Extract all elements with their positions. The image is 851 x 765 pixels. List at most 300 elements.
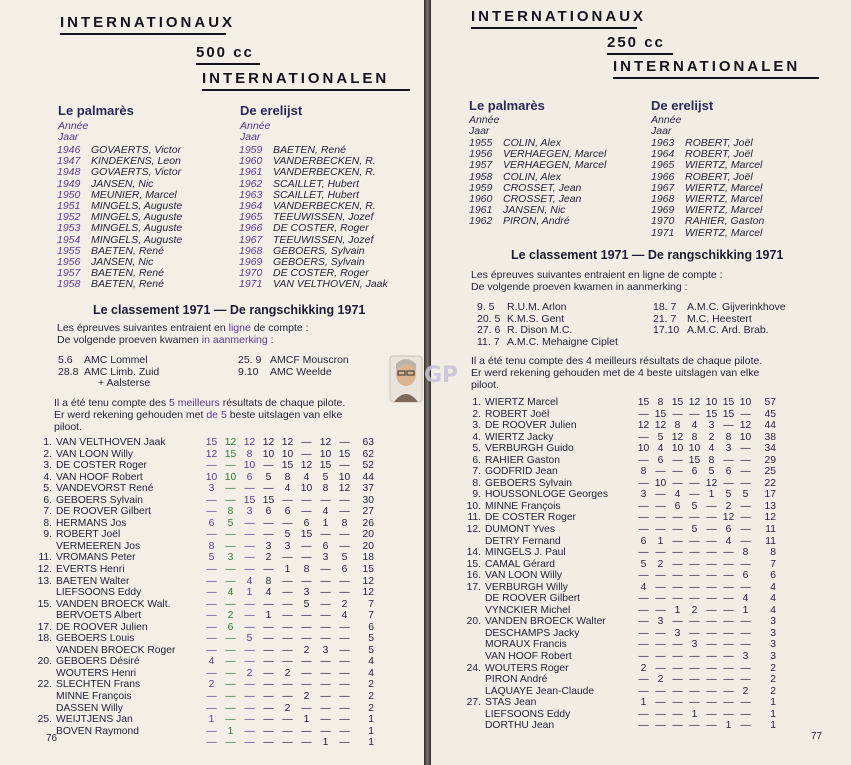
round-score: 4 [322,506,329,518]
events-list [477,302,618,348]
round-score: — [740,500,751,512]
round-score: 1 [303,714,310,726]
round-score: 2 [303,644,310,656]
round-score: — [689,570,700,582]
rider-name: LIEFSOONS Eddy [56,587,142,599]
round-score: — [672,558,683,570]
banner-class-left: 500 cc [196,44,260,65]
rider-name: BERVOETS Albert [56,610,142,622]
round-score: — [244,714,255,726]
palmares-year: 1963 [239,188,263,201]
table-row [463,663,776,675]
round-score: — [723,685,734,697]
palmares-year: 1969 [239,256,263,269]
round-score: — [339,587,350,599]
banner-class-right: 250 cc [607,34,673,55]
palmares-year: 1970 [239,267,263,280]
round-score: 5 [742,489,749,501]
round-score: — [225,633,236,645]
round-score: — [225,702,236,714]
total-points: 4 [368,656,374,668]
table-row [36,576,374,588]
palmares-year: 1957 [57,267,81,280]
palmares-year: 1959 [239,144,263,156]
round-score: — [689,674,700,686]
round-score: — [301,725,312,737]
palmares-year: 1966 [651,170,675,183]
total-points: 3 [770,616,776,628]
round-score: 6 [208,517,215,529]
round-score: — [225,460,236,472]
palmares-winner: ROBERT, Joël [685,137,753,149]
round-score: 2 [284,667,291,679]
round-score: 4 [657,443,664,455]
round-score: 1 [208,714,215,726]
round-score: — [339,460,350,472]
table-row [463,478,776,490]
palmares-year: 1955 [469,137,493,149]
round-score: — [723,697,734,709]
rider-name: VYNCKIER Michel [485,604,571,616]
round-score: — [689,489,700,501]
table-row [463,593,776,605]
rider-rank [36,691,56,703]
round-score: — [244,540,255,552]
palmares-year: 1967 [651,181,675,194]
rider-rank: 13. [37,575,52,587]
rider-name: VROMANS Peter [56,552,136,564]
events-list [238,355,349,378]
round-score: — [244,702,255,714]
round-score: 6 [640,535,647,547]
table-row [36,495,374,507]
total-points: 17 [764,489,776,501]
total-points: 22 [764,477,776,489]
palmares-row [469,160,606,171]
event-row [653,302,786,314]
palmares-winner: DE COSTER, Roger [273,222,369,235]
round-score: — [723,454,734,466]
round-score: — [301,540,312,552]
rider-rank [36,645,56,657]
table-row [463,628,776,640]
round-score: 4 [725,535,732,547]
table-row [36,622,374,634]
total-points: 7 [368,598,374,610]
total-points: 12 [362,575,374,587]
total-points: 26 [362,517,374,529]
round-score: 1 [265,610,272,622]
round-score: 4 [246,575,253,587]
round-score: — [655,593,666,605]
round-score: 15 [243,494,256,506]
round-score: — [740,535,751,547]
event-club: M.C. Heestert [687,312,752,325]
rider-rank: 2. [43,448,52,460]
round-score: — [638,616,649,628]
round-score: — [263,598,274,610]
table-row [463,570,776,582]
round-score: 6 [725,466,732,478]
event-club: AMC Weelde [270,365,332,378]
palmares-row [239,223,388,234]
round-score: — [723,420,734,432]
rider-rank: 11. [38,552,52,564]
round-score: — [655,697,666,709]
round-score: — [206,529,217,541]
round-score: — [282,552,293,564]
round-score: — [206,644,217,656]
event-club: A.M.C. Ard. Brab. [687,324,769,336]
round-score: — [672,570,683,582]
round-score: 6 [284,506,291,518]
intro-fr-right: Les épreuves suivantes entraient en ligne de compte : [471,269,723,281]
round-score: 3 [742,651,749,663]
rider-rank: 18. [37,633,52,645]
round-score: — [655,500,666,512]
table-row [36,679,374,691]
round-score: — [244,621,255,633]
round-score: — [339,644,350,656]
round-score: 2 [742,685,749,697]
round-score: — [655,720,666,732]
round-score: 3 [640,489,647,501]
palmares-winner: VANDERBECKEN, R. [273,155,376,168]
rider-name: DE ROOVER Julien [56,621,148,633]
rider-rank: 2. [472,408,481,420]
rider-rank: 8. [43,517,52,529]
table-row [463,697,776,709]
round-score: — [263,564,274,576]
round-score: — [672,535,683,547]
round-score: 5 [303,598,310,610]
palmares-winner: GOVAERTS, Victor [91,144,182,156]
palmares-year: 1952 [57,211,81,224]
round-score: — [638,512,649,524]
round-score: 5 [227,517,234,529]
palmares-winner: JANSEN, Nic [503,204,566,217]
round-score: — [282,633,293,645]
palmares-list [57,145,182,291]
total-points: 45 [764,408,776,420]
palmares-year: 1953 [57,222,81,235]
rider-rank: 22. [37,679,52,691]
round-score: 1 [640,697,647,709]
table-row [463,443,776,455]
round-score: — [320,633,331,645]
round-score: — [689,685,700,697]
event-date: 17.10 [653,324,680,336]
total-points: 2 [368,691,374,703]
rider-name: VAN VELTHOVEN Jaak [56,437,166,448]
round-score: — [320,725,331,737]
round-score: 12 [205,448,218,460]
round-score: 5 [284,529,291,541]
rider-rank: 20. [37,656,52,668]
round-score: — [655,570,666,582]
rider-name: GEBOERS Sylvain [56,494,143,506]
round-score: 8 [657,397,664,408]
round-score: — [301,506,312,518]
rider-name: DASSEN Willy [56,702,123,714]
table-row [463,605,776,617]
round-score: — [282,714,293,726]
round-score: — [244,737,255,749]
round-score: — [740,466,751,478]
round-score: — [706,524,717,536]
banner-top-left: INTERNATIONAUX [60,14,226,35]
palmares-year: 1964 [651,148,675,161]
round-score: — [706,639,717,651]
palmares-year: 1957 [469,159,493,172]
palmares-year: 1960 [469,193,493,206]
banner-top-right: INTERNATIONAUX [471,8,637,29]
event-club: AMC Limb. Zuid [84,365,160,378]
round-score: — [206,587,217,599]
palmares-winner: COLIN, Alex [503,137,561,149]
round-score: — [320,679,331,691]
table-row [36,645,374,657]
rider-name: LAQUAYE Jean-Claude [485,685,595,697]
round-score: — [225,737,236,749]
round-score: — [225,644,236,656]
round-score: 8 [284,471,291,483]
table-row [36,449,374,461]
round-score: — [320,714,331,726]
round-score: 10 [319,448,332,460]
round-score: — [339,679,350,691]
palmares-winner: SCAILLET, Hubert [273,188,359,201]
round-score: — [301,702,312,714]
annee-label: Année [58,120,89,132]
round-score: — [740,408,751,420]
round-score: 10 [338,471,351,483]
round-score: — [655,604,666,616]
round-score: — [638,593,649,605]
total-points: 57 [764,397,776,408]
rider-name: WIERTZ Jacky [485,431,554,443]
round-score: — [723,581,734,593]
round-score: 10 [739,397,752,408]
rider-name: DESCHAMPS Jacky [485,627,580,639]
palmares-winner: MINGELS, Auguste [91,233,183,246]
annee-label: Année [651,114,682,126]
table-row [463,651,776,663]
round-score: 12 [243,437,256,448]
round-score: 3 [322,644,329,656]
rider-name: ROBERT Joël [485,408,550,420]
round-score: — [320,621,331,633]
rider-rank [463,709,485,721]
total-points: 11 [765,524,776,536]
round-score: — [638,431,649,443]
table-row [36,541,374,553]
round-score: — [740,708,751,720]
classement-title-right: Le classement 1971 — De rangschikking 1971 [511,248,784,262]
palmares-winner: CROSSET, Jean [503,193,582,206]
palmares-year: 1956 [469,148,493,161]
round-score: — [672,408,683,420]
rider-name: HOUSSONLOGE Georges [485,489,609,501]
event-club: AMCF Mouscron [270,354,349,366]
round-score: — [740,616,751,628]
round-score: — [655,512,666,524]
round-score: — [301,679,312,691]
round-score: 12 [671,431,684,443]
rider-rank: 17. [466,581,481,593]
table-row [463,709,776,721]
round-score: — [740,581,751,593]
table-row [36,656,374,668]
rider-rank: 27. [466,697,481,709]
event-row [238,355,349,367]
rider-rank [463,651,485,663]
round-score: — [244,552,255,564]
round-score: 6 [725,524,732,536]
count-nl-right: Er werd rekening gehouden met de 4 beste uitslagen van elke [471,367,760,379]
table-row [463,524,776,536]
round-score: — [655,662,666,674]
rider-name: EVERTS Henri [56,564,125,576]
round-score: — [706,720,717,732]
table-row [36,714,374,726]
table-row [463,547,776,559]
round-score: 10 [654,477,667,489]
total-points: 5 [368,633,374,645]
round-score: — [638,570,649,582]
table-row [36,552,374,564]
round-score: — [263,621,274,633]
table-row [36,483,374,495]
round-score: — [689,720,700,732]
round-score: — [206,575,217,587]
round-score: 3 [265,540,272,552]
left-page [0,0,424,765]
palmares-year: 1960 [239,155,263,168]
total-points: 4 [368,667,374,679]
round-score: — [706,547,717,559]
rider-rank: 14. [466,547,481,559]
round-score: 4 [227,587,234,599]
round-score: — [263,529,274,541]
rider-rank: 9. [43,529,52,541]
event-date: 25. 9 [238,354,262,366]
round-score: — [740,558,751,570]
round-score: — [206,667,217,679]
round-score: — [655,708,666,720]
table-row [463,489,776,501]
palmares-row [651,228,764,239]
round-score: — [689,512,700,524]
palmares-year: 1965 [239,211,263,224]
round-score: 2 [341,598,348,610]
intro-fr-left: Les épreuves suivantes entraient en ligne de compte : [57,322,309,334]
round-score: — [638,627,649,639]
watermark-text: GP [424,363,458,388]
round-score: — [320,691,331,703]
rider-name: VAN HOOF Robert [485,651,572,663]
round-score: — [740,443,751,455]
round-score: — [689,408,700,420]
round-score: — [672,547,683,559]
round-score: — [638,547,649,559]
total-points: 44 [764,420,776,432]
palmares-row [239,279,388,290]
round-score: 6 [341,564,348,576]
intro-nl-right: De volgende proeven kwamen in aanmerking : [471,281,688,293]
round-score: — [339,691,350,703]
round-score: — [320,575,331,587]
round-score: 10 [262,448,275,460]
erelijst-title-right: De erelijst [651,98,714,113]
palmares-winner: ROBERT, Joël [685,148,753,161]
palmares-row [469,216,606,227]
jaar-label: Jaar [240,131,261,143]
round-score: 5 [265,471,272,483]
palmares-row [651,216,764,227]
rider-name: VERMEEREN Jos [56,540,141,552]
table-row [36,610,374,622]
total-points: 1 [368,714,374,726]
round-score: 3 [303,587,310,599]
event-row [653,325,786,337]
round-score: 8 [322,483,329,495]
total-points: 20 [362,529,374,541]
rider-rank: 8. [472,477,481,489]
palmares-list [651,138,764,239]
rider-name: HERMANS Jos [56,517,127,529]
round-score: 8 [246,448,253,460]
rider-rank: 11. [467,512,481,524]
rider-rank [463,593,485,605]
round-score: — [689,581,700,593]
round-score: — [263,691,274,703]
palmares-title-left: Le palmarès [58,103,134,118]
round-score: — [282,610,293,622]
round-score: 1 [322,737,329,749]
palmares-row [651,160,764,171]
round-score: 15 [722,408,735,420]
round-score: 5 [208,552,215,564]
round-score: 12 [338,483,351,495]
round-score: — [244,610,255,622]
round-score: 4 [341,610,348,622]
round-score: — [339,737,350,749]
rider-rank: 1. [472,397,481,408]
round-score: — [655,581,666,593]
total-points: 7 [368,610,374,622]
round-score: — [206,598,217,610]
round-score: — [301,610,312,622]
round-score: — [263,656,274,668]
palmares-list [239,145,388,291]
rider-rank: 12. [37,564,52,576]
round-score: — [638,454,649,466]
palmares-year: 1961 [239,166,263,179]
round-score: — [225,529,236,541]
round-score: — [339,656,350,668]
round-score: 12 [262,437,275,448]
total-points: 18 [362,552,374,564]
palmares-winner: CROSSET, Jean [503,181,582,194]
round-score: — [225,494,236,506]
round-score: — [672,639,683,651]
round-score: — [282,494,293,506]
round-score: 10 [739,431,752,443]
round-score: — [706,697,717,709]
event-date: 18. 7 [653,301,677,313]
rider-rank: 7. [472,466,481,478]
